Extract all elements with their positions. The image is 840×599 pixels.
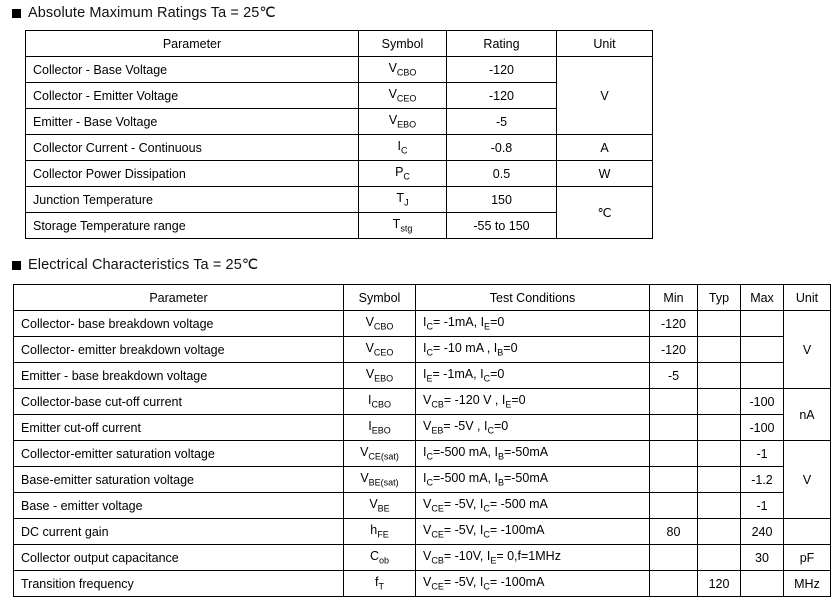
condition-subscript: E xyxy=(484,321,491,332)
symbol-sub: EBO xyxy=(397,119,417,130)
symbol-sub: C xyxy=(403,171,410,182)
cell-unit: MHz xyxy=(784,571,831,597)
condition-subscript: E xyxy=(490,555,497,566)
cell-test-conditions xyxy=(416,337,650,363)
table-row xyxy=(14,493,831,519)
cell-typ xyxy=(698,337,741,363)
cell-test-conditions xyxy=(416,441,650,467)
cell-min xyxy=(650,571,698,597)
cell-symbol xyxy=(359,161,447,187)
symbol-main: V xyxy=(360,471,369,486)
condition-text: V xyxy=(423,575,432,590)
condition-text: = -5V, I xyxy=(443,575,484,590)
cell-min xyxy=(650,467,698,493)
cell-max: 240 xyxy=(741,519,784,545)
cell-parameter: Emitter - base breakdown voltage xyxy=(14,363,344,389)
cell-parameter: Collector Power Dissipation xyxy=(26,161,359,187)
cell-symbol xyxy=(359,213,447,239)
condition-text: = -120 V , I xyxy=(443,393,506,408)
symbol-main: I xyxy=(368,393,372,408)
cell-min xyxy=(650,493,698,519)
symbol-sub: ob xyxy=(379,555,390,566)
cell-test-conditions xyxy=(416,389,650,415)
table-row xyxy=(26,187,653,213)
condition-text: = -100mA xyxy=(489,575,545,590)
symbol-main: h xyxy=(370,523,378,538)
electrical-characteristics-table xyxy=(13,284,831,597)
cell-parameter: Collector- emitter breakdown voltage xyxy=(14,337,344,363)
cell-test-conditions xyxy=(416,415,650,441)
column-header-max: Max xyxy=(741,285,784,311)
cell-max xyxy=(741,337,784,363)
cell-symbol xyxy=(359,109,447,135)
cell-parameter: Transition frequency xyxy=(14,571,344,597)
condition-subscript: CB xyxy=(431,399,444,410)
cell-test-conditions xyxy=(416,493,650,519)
cell-unit: W xyxy=(557,161,653,187)
condition-subscript: B xyxy=(497,477,504,488)
cell-symbol xyxy=(359,57,447,83)
table-row xyxy=(26,161,653,187)
condition-text: =0 xyxy=(493,419,509,434)
condition-text: = -5V, I xyxy=(443,497,484,512)
condition-subscript: C xyxy=(483,529,490,540)
symbol-main: V xyxy=(388,113,398,128)
table-row xyxy=(14,389,831,415)
condition-text: = -10V, I xyxy=(443,549,491,564)
condition-text: I xyxy=(423,445,427,460)
symbol-sub: FE xyxy=(377,529,389,540)
condition-subscript: C xyxy=(426,347,433,358)
symbol-sub: T xyxy=(378,581,384,592)
symbol-main: f xyxy=(375,575,379,590)
electrical-heading xyxy=(12,257,258,273)
bullet-square-icon xyxy=(12,9,21,18)
symbol-sub: CBO xyxy=(373,321,394,332)
cell-max: -100 xyxy=(741,415,784,441)
condition-text: =-500 mA, I xyxy=(432,471,498,486)
cell-test-conditions xyxy=(416,467,650,493)
symbol-main: P xyxy=(395,165,404,180)
cell-rating: 0.5 xyxy=(447,161,557,187)
condition-text: =0 xyxy=(511,393,526,408)
cell-typ xyxy=(698,467,741,493)
condition-text: =0 xyxy=(503,341,518,356)
condition-text: =-500 mA, I xyxy=(432,445,498,460)
cell-symbol xyxy=(344,441,416,467)
cell-symbol xyxy=(344,493,416,519)
cell-max: 30 xyxy=(741,545,784,571)
condition-subscript: CE xyxy=(431,581,444,592)
cell-parameter: Collector - Emitter Voltage xyxy=(26,83,359,109)
condition-subscript: C xyxy=(426,321,433,332)
table-row xyxy=(14,441,831,467)
cell-test-conditions xyxy=(416,519,650,545)
cell-typ xyxy=(698,311,741,337)
cell-rating: -120 xyxy=(447,57,557,83)
column-header-test-conditions: Test Conditions xyxy=(416,285,650,311)
column-header-parameter: Parameter xyxy=(14,285,344,311)
column-header-symbol: Symbol xyxy=(344,285,416,311)
cell-parameter: DC current gain xyxy=(14,519,344,545)
condition-text: I xyxy=(423,341,427,356)
symbol-sub: J xyxy=(404,197,409,208)
cell-test-conditions xyxy=(416,545,650,571)
symbol-sub: C xyxy=(400,145,408,156)
electrical-heading-text: Electrical Characteristics Ta = 25℃ xyxy=(28,257,259,273)
cell-min xyxy=(650,389,698,415)
cell-unit: pF xyxy=(784,545,831,571)
cell-rating: -55 to 150 xyxy=(447,213,557,239)
cell-unit: V xyxy=(557,57,653,135)
table-row xyxy=(14,519,831,545)
column-header-parameter: Parameter xyxy=(26,31,359,57)
column-header-unit: Unit xyxy=(557,31,653,57)
cell-min: -120 xyxy=(650,311,698,337)
absolute-max-heading-text: Absolute Maximum Ratings Ta = 25℃ xyxy=(28,5,276,21)
table-row xyxy=(14,467,831,493)
cell-parameter: Junction Temperature xyxy=(26,187,359,213)
cell-parameter: Collector Current - Continuous xyxy=(26,135,359,161)
cell-unit xyxy=(784,519,831,545)
symbol-main: I xyxy=(397,139,401,154)
condition-subscript: C xyxy=(483,373,491,384)
cell-max: -1 xyxy=(741,441,784,467)
symbol-main: V xyxy=(360,445,369,460)
bullet-square-icon xyxy=(12,261,21,270)
cell-max: -100 xyxy=(741,389,784,415)
cell-symbol xyxy=(344,363,416,389)
condition-subscript: CE xyxy=(431,529,444,540)
symbol-sub: stg xyxy=(400,223,413,234)
cell-test-conditions xyxy=(416,571,650,597)
condition-text: = -100mA xyxy=(489,523,545,538)
symbol-main: C xyxy=(369,549,379,564)
cell-parameter: Collector- base breakdown voltage xyxy=(14,311,344,337)
cell-parameter: Base-emitter saturation voltage xyxy=(14,467,344,493)
cell-unit: V xyxy=(784,441,831,519)
condition-text: =-50mA xyxy=(503,471,549,486)
symbol-sub: BE xyxy=(377,503,390,514)
electrical-table-wrap xyxy=(13,284,831,597)
cell-parameter: Emitter cut-off current xyxy=(14,415,344,441)
cell-unit: V xyxy=(784,311,831,389)
condition-text: = -5V, I xyxy=(443,523,484,538)
cell-parameter: Collector - Base Voltage xyxy=(26,57,359,83)
cell-symbol xyxy=(344,467,416,493)
cell-symbol xyxy=(359,187,447,213)
cell-test-conditions xyxy=(416,311,650,337)
condition-subscript: B xyxy=(497,451,504,462)
table-row xyxy=(14,337,831,363)
cell-parameter: Collector output capacitance xyxy=(14,545,344,571)
cell-typ xyxy=(698,441,741,467)
cell-min xyxy=(650,415,698,441)
cell-min: -120 xyxy=(650,337,698,363)
column-header-unit: Unit xyxy=(784,285,831,311)
absolute-max-table xyxy=(25,30,653,239)
condition-subscript: CB xyxy=(431,555,444,566)
condition-text: = -10 mA , I xyxy=(432,341,498,356)
symbol-main: V xyxy=(365,341,374,356)
cell-symbol xyxy=(344,545,416,571)
symbol-sub: CEO xyxy=(396,93,417,104)
condition-text: V xyxy=(423,393,432,408)
condition-subscript: C xyxy=(483,503,490,514)
cell-symbol xyxy=(344,519,416,545)
cell-max: -1.2 xyxy=(741,467,784,493)
absolute-max-heading xyxy=(12,5,276,21)
condition-text: = 0,f=1MHz xyxy=(496,549,561,564)
symbol-main: V xyxy=(388,87,397,102)
cell-max xyxy=(741,571,784,597)
cell-symbol xyxy=(344,311,416,337)
cell-min xyxy=(650,441,698,467)
cell-parameter: Base - emitter voltage xyxy=(14,493,344,519)
symbol-main: T xyxy=(392,217,401,232)
cell-min xyxy=(650,545,698,571)
condition-subscript: C xyxy=(426,477,433,488)
condition-subscript: CE xyxy=(431,503,444,514)
cell-unit: A xyxy=(557,135,653,161)
table-header-row xyxy=(14,285,831,311)
condition-text: =-50mA xyxy=(503,445,549,460)
table-row xyxy=(26,135,653,161)
column-header-rating: Rating xyxy=(447,31,557,57)
condition-text: V xyxy=(423,549,432,564)
cell-min: 80 xyxy=(650,519,698,545)
cell-parameter: Collector-base cut-off current xyxy=(14,389,344,415)
symbol-sub: CE(sat) xyxy=(368,451,399,462)
condition-text: V xyxy=(423,523,432,538)
condition-subscript: C xyxy=(483,581,490,592)
symbol-sub: CEO xyxy=(373,347,394,358)
cell-max: -1 xyxy=(741,493,784,519)
cell-typ xyxy=(698,519,741,545)
absolute-max-table-wrap xyxy=(25,30,653,239)
cell-min: -5 xyxy=(650,363,698,389)
condition-subscript: B xyxy=(497,347,504,358)
cell-symbol xyxy=(344,415,416,441)
table-row xyxy=(14,571,831,597)
symbol-main: V xyxy=(369,497,378,512)
cell-parameter: Collector-emitter saturation voltage xyxy=(14,441,344,467)
condition-subscript: C xyxy=(487,425,494,436)
condition-text: =0 xyxy=(490,367,505,382)
cell-rating: -120 xyxy=(447,83,557,109)
column-header-symbol: Symbol xyxy=(359,31,447,57)
cell-typ xyxy=(698,493,741,519)
symbol-main: T xyxy=(396,191,405,206)
condition-text: I xyxy=(423,471,427,486)
cell-unit: nA xyxy=(784,389,831,441)
cell-test-conditions xyxy=(416,363,650,389)
table-row xyxy=(26,57,653,83)
cell-rating: 150 xyxy=(447,187,557,213)
symbol-sub: EBO xyxy=(374,373,394,384)
cell-rating: -5 xyxy=(447,109,557,135)
condition-text: = -1mA, I xyxy=(432,315,485,330)
symbol-sub: BE(sat) xyxy=(368,477,399,488)
cell-symbol xyxy=(344,389,416,415)
condition-subscript: E xyxy=(426,373,433,384)
column-header-min: Min xyxy=(650,285,698,311)
cell-rating: -0.8 xyxy=(447,135,557,161)
cell-symbol xyxy=(359,83,447,109)
cell-typ xyxy=(698,545,741,571)
symbol-sub: EBO xyxy=(371,425,391,436)
column-header-typ: Typ xyxy=(698,285,741,311)
condition-text: = -500 mA xyxy=(489,497,548,512)
condition-text: I xyxy=(423,315,427,330)
table-row xyxy=(14,363,831,389)
cell-parameter: Storage Temperature range xyxy=(26,213,359,239)
condition-text: = -1mA, I xyxy=(432,367,484,382)
cell-typ: 120 xyxy=(698,571,741,597)
symbol-main: V xyxy=(365,315,374,330)
condition-text: =0 xyxy=(490,315,505,330)
condition-subscript: E xyxy=(505,399,512,410)
symbol-sub: CBO xyxy=(396,67,417,78)
symbol-main: V xyxy=(365,367,375,382)
condition-text: = -5V , I xyxy=(443,419,488,434)
condition-subscript: EB xyxy=(431,425,444,436)
condition-text: V xyxy=(423,419,432,434)
table-row xyxy=(14,545,831,571)
cell-max xyxy=(741,363,784,389)
cell-parameter: Emitter - Base Voltage xyxy=(26,109,359,135)
cell-typ xyxy=(698,389,741,415)
symbol-main: V xyxy=(388,61,397,76)
condition-text: V xyxy=(423,497,432,512)
condition-subscript: C xyxy=(426,451,433,462)
table-header-row xyxy=(26,31,653,57)
condition-text: I xyxy=(423,367,427,382)
cell-unit: ℃ xyxy=(557,187,653,239)
symbol-sub: CBO xyxy=(371,399,391,410)
cell-typ xyxy=(698,415,741,441)
cell-symbol xyxy=(344,571,416,597)
cell-typ xyxy=(698,363,741,389)
cell-symbol xyxy=(359,135,447,161)
table-row xyxy=(14,415,831,441)
cell-symbol xyxy=(344,337,416,363)
table-row xyxy=(14,311,831,337)
symbol-main: I xyxy=(368,419,372,434)
cell-max xyxy=(741,311,784,337)
